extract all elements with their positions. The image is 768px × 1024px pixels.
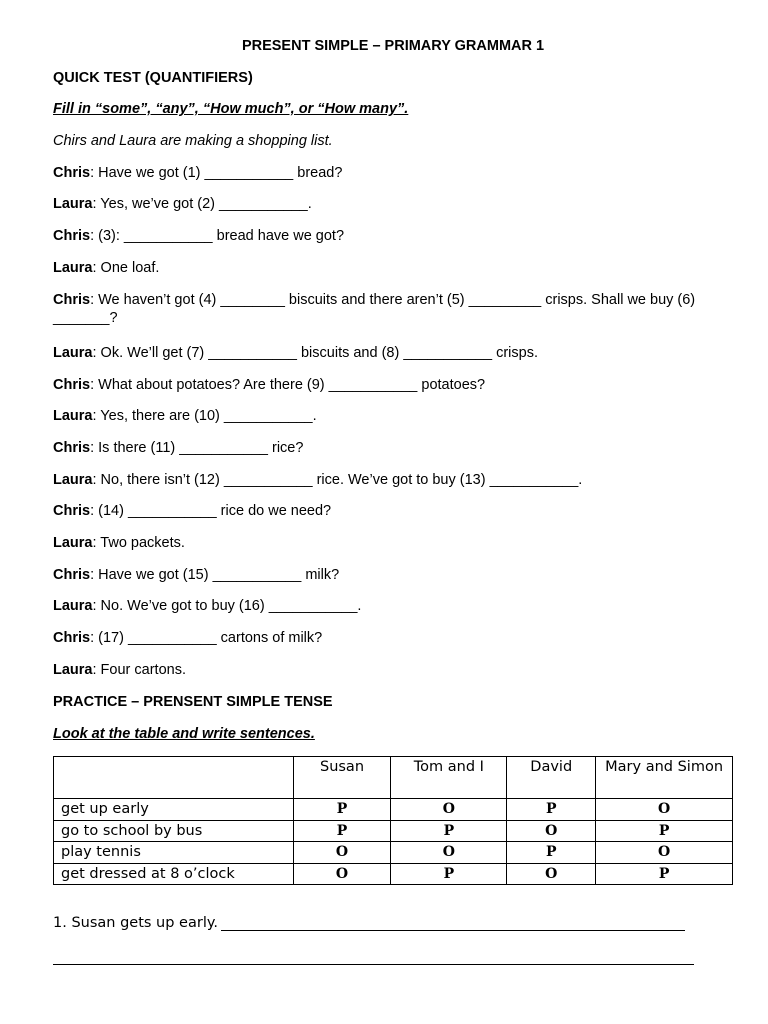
dialogue-text: : Yes, we’ve got (2) ___________. [92, 196, 312, 212]
speaker-name: Chris [53, 292, 91, 308]
activity-cell: get up early [54, 799, 294, 821]
table-header-cell: Susan [293, 757, 391, 799]
speaker-name: Chris [53, 165, 91, 181]
dialogue-line [53, 376, 485, 394]
dialogue-line [53, 661, 186, 679]
dialogue-line [53, 344, 538, 362]
mark-cell: P [596, 863, 733, 885]
dialogue-text: : Yes, there are (10) ___________. [92, 408, 317, 424]
mark-cell: P [507, 842, 596, 864]
answer-rule [53, 964, 694, 965]
section-heading-quantifiers: QUICK TEST (QUANTIFIERS) [53, 70, 253, 86]
dialogue-text: : Have we got (1) ___________ bread? [90, 165, 343, 181]
mark-cell: P [391, 820, 507, 842]
dialogue-text: : Is there (11) ___________ rice? [90, 440, 304, 456]
table-header-cell: Mary and Simon [596, 757, 733, 799]
speaker-name: Chris [53, 377, 91, 393]
table-header-row [54, 757, 733, 799]
mark-cell: O [507, 820, 596, 842]
example-sentence [53, 915, 685, 931]
dialogue-line [53, 629, 322, 647]
mark-cell: P [293, 820, 391, 842]
speaker-name: Laura [53, 408, 93, 424]
table-header-cell [54, 757, 294, 799]
activity-table [53, 756, 733, 885]
dialogue-text: : No. We’ve got to buy (16) ___________. [92, 598, 362, 614]
speaker-name: Chris [53, 567, 91, 583]
mark-cell: O [596, 799, 733, 821]
table-row [54, 799, 733, 821]
activity-cell: get dressed at 8 o’clock [54, 863, 294, 885]
table-row [54, 863, 733, 885]
section-heading-present-simple: PRACTICE – PRENSENT SIMPLE TENSE [53, 694, 333, 710]
intro-sentence: Chirs and Laura are making a shopping list. [53, 133, 333, 149]
mark-cell: P [507, 799, 596, 821]
instruction-fill-in: Fill in “some”, “any”, “How much”, or “How many”. [53, 101, 409, 117]
speaker-name: Chris [53, 630, 91, 646]
mark-cell: O [391, 842, 507, 864]
activity-cell: go to school by bus [54, 820, 294, 842]
speaker-name: Laura [53, 535, 93, 551]
dialogue-text: : Two packets. [92, 535, 185, 551]
activity-cell: play tennis [54, 842, 294, 864]
dialogue-line [53, 227, 344, 245]
dialogue-line [53, 291, 733, 327]
table-header-cell: David [507, 757, 596, 799]
dialogue-line [53, 195, 312, 213]
mark-cell: P [391, 863, 507, 885]
dialogue-line [53, 502, 331, 520]
dialogue-text: : (14) ___________ rice do we need? [90, 503, 332, 519]
dialogue-text: : We haven’t got (4) ________ biscuits and there aren’t (5) _________ crisps. Shall we buy (6) _______? [53, 292, 696, 326]
dialogue-text: : (3): ___________ bread have we got? [90, 228, 345, 244]
dialogue-line [53, 259, 159, 277]
mark-cell: P [293, 799, 391, 821]
speaker-name: Laura [53, 260, 93, 276]
dialogue-text: : Four cartons. [92, 662, 186, 678]
speaker-name: Laura [53, 472, 93, 488]
dialogue-text: : (17) ___________ cartons of milk? [90, 630, 323, 646]
mark-cell: P [596, 820, 733, 842]
table-header-cell: Tom and I [391, 757, 507, 799]
dialogue-line [53, 164, 342, 182]
answer-blank [221, 915, 685, 931]
mark-cell: O [596, 842, 733, 864]
speaker-name: Laura [53, 662, 93, 678]
dialogue-line [53, 407, 317, 425]
dialogue-text: : What about potatoes? Are there (9) ___________ potatoes? [90, 377, 486, 393]
speaker-name: Chris [53, 228, 91, 244]
mark-cell: O [391, 799, 507, 821]
table-row [54, 842, 733, 864]
instruction-table: Look at the table and write sentences. [53, 726, 315, 742]
mark-cell: O [507, 863, 596, 885]
dialogue-text: : No, there isn’t (12) ___________ rice. We’ve got to buy (13) ___________. [92, 472, 583, 488]
dialogue-text: : One loaf. [92, 260, 160, 276]
worksheet-title: PRESENT SIMPLE – PRIMARY GRAMMAR 1 [241, 38, 545, 54]
dialogue-line [53, 597, 361, 615]
speaker-name: Laura [53, 598, 93, 614]
example-text: 1. Susan gets up early. [53, 915, 218, 931]
dialogue-line [53, 534, 185, 552]
table-row [54, 820, 733, 842]
speaker-name: Laura [53, 345, 93, 361]
mark-cell: O [293, 863, 391, 885]
dialogue-text: : Ok. We’ll get (7) ___________ biscuits and (8) ___________ crisps. [92, 345, 538, 361]
speaker-name: Chris [53, 440, 91, 456]
dialogue-line [53, 471, 582, 489]
speaker-name: Chris [53, 503, 91, 519]
dialogue-line [53, 566, 339, 584]
dialogue-text: : Have we got (15) ___________ milk? [90, 567, 340, 583]
speaker-name: Laura [53, 196, 93, 212]
dialogue-line [53, 439, 303, 457]
mark-cell: O [293, 842, 391, 864]
